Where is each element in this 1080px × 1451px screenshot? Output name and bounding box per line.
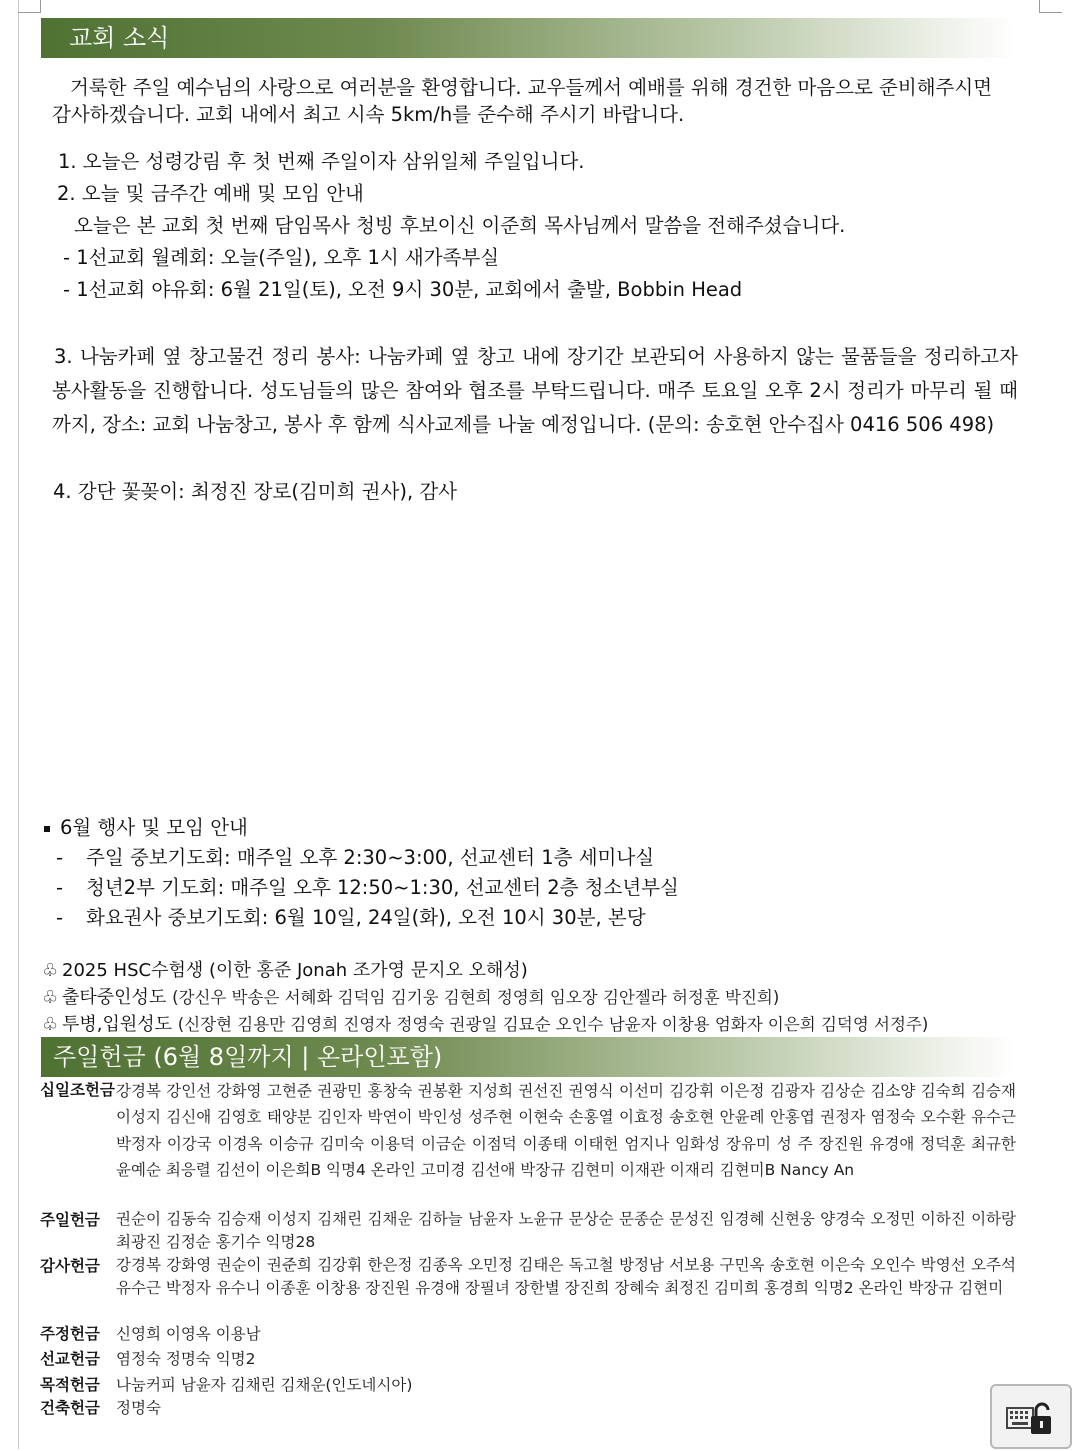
june-event-text: 청년2부 기도회: 매주일 오후 12:50~1:30, 선교센터 2층 청소년부실 <box>86 876 679 899</box>
square-bullet-icon <box>44 826 50 832</box>
offering-row-mission <box>40 1347 1016 1373</box>
news-item-3: 3. 나눔카페 옆 창고물건 정리 봉사: 나눔카페 옆 창고 내에 장기간 보관되어 사용하지 않는 물품들을 정리하고자 봉사활동을 진행합니다. 성도님들의 많은 참여와 협조를 부탁드립니다. 매주 토요일 오후 2시 정리가 마무리 될 때 까지, 장소: 교회 나눔창고, 봉사 후 함께 식사교제를 나눌 예정입니다. (문의: 송호현 안수집사 0416 506 498) <box>52 345 1018 436</box>
hsc-students-line <box>42 956 528 982</box>
offering-names: 염정숙 정명숙 익명2 <box>116 1350 256 1368</box>
clover-icon: ♧ <box>42 960 59 981</box>
keyboard-unlock-button[interactable] <box>990 1384 1072 1449</box>
away-members-label: 출타중인성도 <box>62 987 167 1008</box>
dash-marker: - <box>56 876 64 899</box>
section-title-church-news: 교회 소식 <box>41 18 1015 58</box>
offering-row-sunday <box>40 1208 1016 1256</box>
clover-icon: ♧ <box>42 987 59 1008</box>
crop-mark-top-right <box>1039 0 1062 13</box>
news-item-2-dash-2: - 1선교회 야유회: 6월 21일(토), 오전 9시 30분, 교회에서 출발, Bobbin Head <box>63 278 743 301</box>
offering-row-building <box>40 1396 1016 1422</box>
intro-paragraph: 거룩한 주일 예수님의 사랑으로 여러분을 환영합니다. 교우들께서 예배를 위해 경건한 마음으로 준비해주시면 감사하겠습니다. 교회 내에서 최고 시속 5km/h를 준수해 주시기 바랍니다. <box>52 76 993 126</box>
offering-label: 건축헌금 <box>40 1399 100 1417</box>
news-item-1: 1. 오늘은 성령강림 후 첫 번째 주일이자 삼위일체 주일입니다. <box>58 150 585 173</box>
offering-label: 감사헌금 <box>40 1257 100 1275</box>
june-events-title-text: 6월 행사 및 모임 안내 <box>60 816 248 839</box>
sick-members-line <box>42 1010 928 1036</box>
offering-names: 권순이 김동숙 김승재 이성지 김채린 김채운 김하늘 남윤자 노윤규 문상순 문종순 문성진 임경혜 신현웅 양경숙 오정민 이하진 이하랑 최광진 김정순 홍기수 익명28 <box>116 1210 1016 1251</box>
news-item-2-dash-1: - 1선교회 월례회: 오늘(주일), 오후 1시 새가족부실 <box>63 246 500 269</box>
june-events-title <box>44 812 248 840</box>
page-edge <box>18 0 19 1449</box>
news-item-2: 2. 오늘 및 금주간 예배 및 모임 안내 <box>57 182 364 205</box>
sick-members-label: 투병,입원성도 <box>62 1014 173 1035</box>
keyboard-unlock-icon <box>992 1386 1070 1447</box>
offering-label: 십일조헌금 <box>40 1081 115 1099</box>
offering-label: 목적헌금 <box>40 1376 100 1394</box>
crop-mark-top-left <box>18 0 41 13</box>
hsc-students-text: 2025 HSC수험생 (이한 홍준 Jonah 조가영 문지오 오해성) <box>62 960 528 981</box>
offering-label: 주정헌금 <box>40 1325 100 1343</box>
offering-names: 정명숙 <box>116 1399 161 1417</box>
news-item-2-detail: 오늘은 본 교회 첫 번째 담임목사 청빙 후보이신 이준희 목사님께서 말씀을 전해주셨습니다. <box>74 214 846 237</box>
sick-members-names: (신장현 김용만 김영희 진영자 정영숙 권광일 김묘순 오인수 남윤자 이창용 엄화자 이은희 김덕영 서정주) <box>177 1015 929 1034</box>
offering-label: 주일헌금 <box>40 1211 100 1229</box>
june-event-text: 화요권사 중보기도회: 6월 10일, 24일(화), 오전 10시 30분, 본당 <box>86 906 646 929</box>
offering-names: 강경복 강인선 강화영 고현준 권광민 홍창숙 권봉환 지성희 권선진 권영식 이선미 김강휘 이은정 김광자 김상순 김소양 김숙희 김승재 이성지 김신애 김영호 태양분 김인자 박연이 박인성 성주현 이현숙 손홍열 이효정 송호현 안윤례 안홍엽 권정자 염정숙 오수환 유수근 박정자 이강국 이경옥 이승규 김미숙 이용덕 이금순 이점덕 이종태 이태헌 엄지나 임화성 장유미 성 주 장진원 유경애 정덕훈 최규한 윤예순 최응렬 김선이 이은희B 익명4 온라인 고미경 김선애 박장규 김현미 이재관 이재리 김현미B Nancy An <box>116 1082 1016 1180</box>
offering-row-tithe <box>40 1078 1016 1210</box>
news-item-4: 4. 강단 꽃꽂이: 최정진 장로(김미희 권사), 감사 <box>53 480 458 503</box>
dash-marker: - <box>56 846 64 869</box>
dash-marker: - <box>56 906 64 929</box>
june-event-line-1 <box>56 842 654 870</box>
section-title-offering: 주일헌금 (6월 8일까지 | 온라인포함) <box>41 1037 1015 1077</box>
june-event-text: 주일 중보기도회: 매주일 오후 2:30~3:00, 선교센터 1층 세미나실 <box>86 846 655 869</box>
offering-names: 나눔커피 남윤자 김채린 김채운(인도네시아) <box>116 1376 413 1394</box>
news-items <box>52 146 1016 306</box>
offering-names: 신영희 이영옥 이용남 <box>116 1325 261 1343</box>
away-members-names: (강신우 박송은 서혜화 김덕임 김기웅 김현희 정영희 임오장 김안젤라 허정훈 박진희) <box>172 988 780 1007</box>
offering-row-weekly <box>40 1322 1016 1348</box>
june-event-line-3 <box>56 902 646 930</box>
june-event-line-2 <box>56 872 679 900</box>
offering-label: 선교헌금 <box>40 1350 100 1368</box>
offering-names: 강경복 강화영 권순이 권준희 김강휘 한은정 김종옥 오민정 김태은 독고철 방정남 서보용 구민옥 송호현 이은숙 오인수 박영선 오주석 유수근 박정자 유수니 이종훈 이창용 장진원 유경애 장필녀 장한별 장진희 장혜숙 최정진 김미희 홍경희 익명2 온라인 박장규 김현미 <box>116 1256 1016 1297</box>
clover-icon: ♧ <box>42 1014 59 1035</box>
offering-row-thanks <box>40 1254 1016 1324</box>
away-members-line <box>42 983 779 1009</box>
